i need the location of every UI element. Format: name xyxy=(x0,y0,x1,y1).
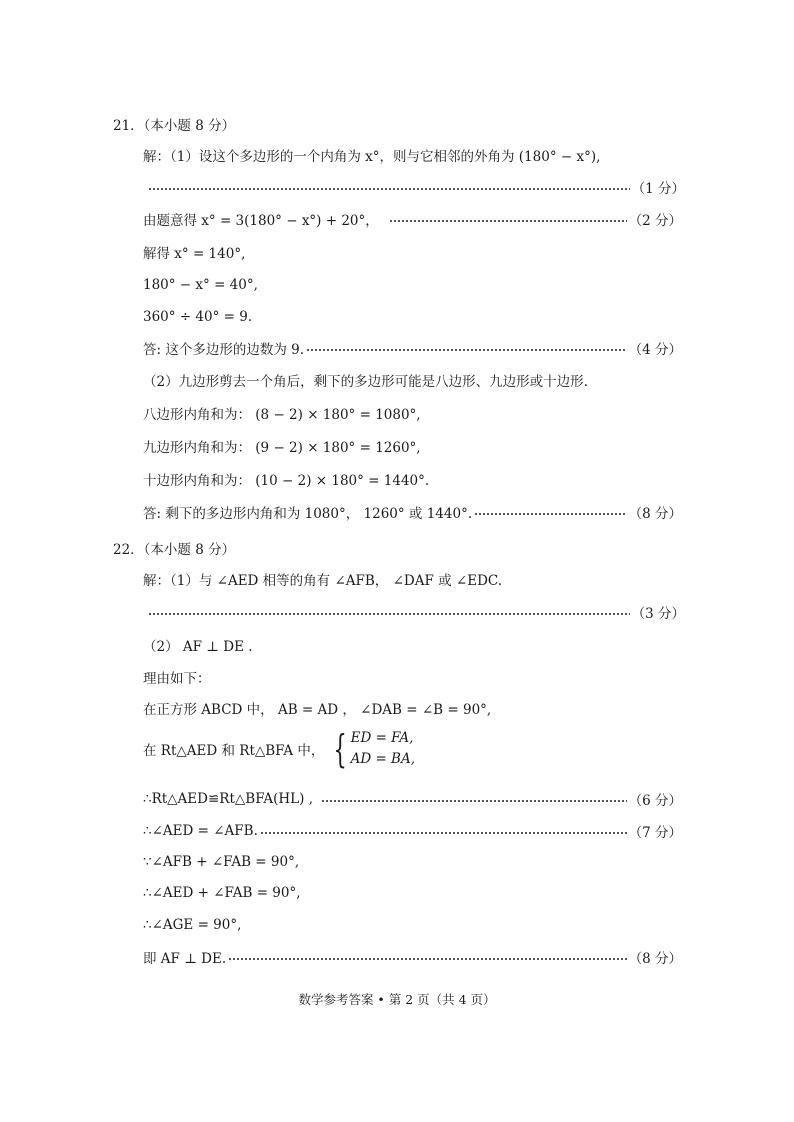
q22-line7: ∴Rt△AED≌Rt△BFA(HL) , （6 分） xyxy=(143,791,682,809)
q21-line3: 由题意得 x° = 3(180° − x°) + 20°， （2 分） xyxy=(143,208,682,230)
q21-line1: 解：（1）设这个多边形的一个内角为 x°，则与它相邻的外角为 (180° − x°), xyxy=(143,149,601,165)
equation-system xyxy=(351,728,415,770)
page-footer: 数学参考答案 • 第 2 页（共 4 页） xyxy=(298,992,496,1007)
left-brace: { xyxy=(333,727,348,771)
q21-line10: 九边形内角和为： (9 − 2) × 180° = 1260°, xyxy=(143,440,421,456)
score-label: （8 分） xyxy=(628,506,682,522)
score-label: （1 分） xyxy=(631,181,685,197)
equation-1: ED = FA, xyxy=(350,730,414,746)
dot-leader xyxy=(260,832,627,834)
score-label: （3 分） xyxy=(631,606,685,622)
q22-line9: ∵∠AFB + ∠FAB = 90°, xyxy=(143,854,300,870)
q21-line7: 答: 这个多边形的边数为 9. （4 分） xyxy=(143,337,682,359)
equation-2: AD = BA, xyxy=(350,751,416,767)
q22-line6: 在 Rt△AED 和 Rt△BFA 中， { ED = FA, AD = BA, xyxy=(143,727,416,771)
q22-line2 xyxy=(146,601,685,623)
q22-line5: 在正方形 ABCD 中， AB = AD ， ∠DAB = ∠B = 90°, xyxy=(143,702,492,718)
dot-leader xyxy=(389,220,627,222)
q21-header: 21．（本小题 8 分） xyxy=(113,118,236,134)
q21-line5: 180° − x° = 40°, xyxy=(143,277,258,293)
q22-header: 22．（本小题 8 分） xyxy=(113,542,236,558)
q22-line1: 解：（1）与 ∠AED 相等的角有 ∠AFB， ∠DAF 或 ∠EDC. xyxy=(143,573,503,589)
q21-line9: 八边形内角和为： (8 − 2) × 180° = 1080°, xyxy=(143,407,421,423)
dot-leader xyxy=(228,958,626,960)
dot-leader xyxy=(474,513,626,515)
score-label: （6 分） xyxy=(628,793,682,809)
score-label: （8 分） xyxy=(628,951,682,967)
q22-line3: （2） AF ⊥ DE . xyxy=(143,639,253,655)
dot-leader xyxy=(321,800,627,802)
q21-line8: （2）九边形剪去一个角后，剩下的多边形可能是八边形、九边形或十边形. xyxy=(143,374,588,390)
score-label: （4 分） xyxy=(628,342,682,358)
q22-line4: 理由如下： xyxy=(143,671,211,687)
dot-leader xyxy=(306,349,627,351)
score-label: （7 分） xyxy=(628,825,682,841)
q22-line11: ∴∠AGE = 90°, xyxy=(143,917,242,933)
dot-leader xyxy=(148,613,630,615)
q22-line12: 即 AF ⊥ DE. （8 分） xyxy=(143,946,682,968)
q21-line6: 360° ÷ 40° = 9. xyxy=(143,309,253,325)
q21-line4: 解得 x° = 140°, xyxy=(143,246,246,262)
q21-line12: 答: 剩下的多边形内角和为 1080°， 1260° 或 1440°. （8 分） xyxy=(143,501,682,523)
score-label: （2 分） xyxy=(628,213,682,229)
q22-line8: ∴∠AED = ∠AFB. （7 分） xyxy=(143,823,682,841)
q21-line11: 十边形内角和为： (10 − 2) × 180° = 1440°. xyxy=(143,473,430,489)
dot-leader xyxy=(148,188,630,190)
q22-line10: ∴∠AED + ∠FAB = 90°, xyxy=(143,885,301,901)
q21-line2 xyxy=(146,176,685,198)
